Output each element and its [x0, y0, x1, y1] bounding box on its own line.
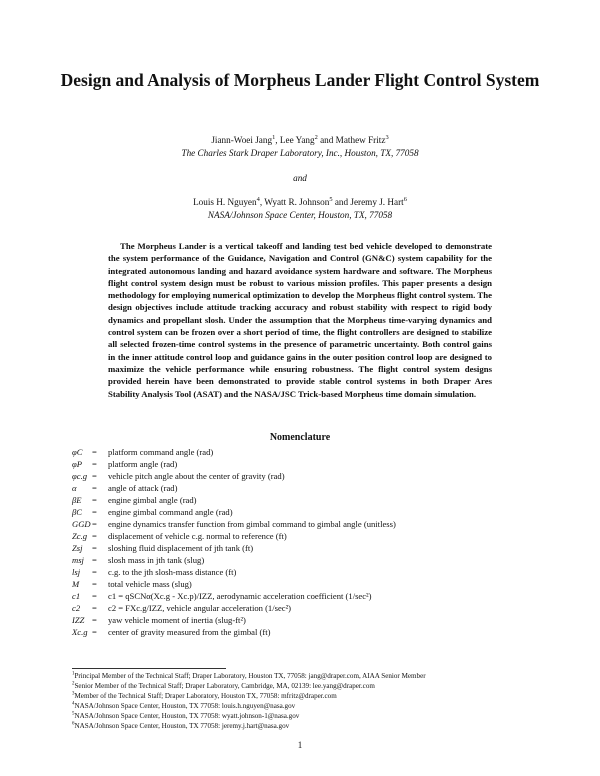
- footnote-number: 4: [72, 701, 75, 707]
- nomenclature-equals: =: [92, 627, 97, 637]
- page-number: 1: [297, 740, 303, 750]
- author-footnote-mark: 6: [403, 195, 407, 203]
- footnote: [72, 711, 542, 721]
- nomenclature-row: [72, 458, 542, 470]
- author-name: Wyatt R. Johnson: [264, 197, 330, 207]
- nomenclature-definition: platform angle (rad): [108, 459, 178, 469]
- author-footnote-mark: 5: [329, 195, 333, 203]
- nomenclature-definition: c1 = qSCNα(Xc.g - Xc.p)/IZZ, aerodynamic acceleration coefficient (1/sec²): [108, 591, 372, 601]
- nomenclature-row: [72, 506, 542, 518]
- nomenclature-equals: =: [92, 483, 97, 493]
- nomenclature-equals: =: [92, 555, 97, 565]
- nomenclature-symbol: φC: [72, 447, 83, 457]
- nomenclature-row: [72, 518, 542, 530]
- author-line-nasa: Louis H. Nguyen$^4$, Wyatt R. Johnson$^5$ and Jeremy J. Hart$^6$: [193, 195, 407, 207]
- nomenclature-equals: =: [92, 531, 97, 541]
- author-footnote-mark: 1: [272, 133, 276, 141]
- nomenclature-row: [72, 554, 542, 566]
- author-name: Jeremy J. Hart: [350, 197, 404, 207]
- nomenclature-equals: =: [92, 579, 97, 589]
- author-line-draper: Jiann-Woei Jang$^1$, Lee Yang$^2$ and Mathew Fritz$^3$: [211, 133, 389, 145]
- author-name: Louis H. Nguyen: [193, 197, 257, 207]
- nomenclature-definition: displacement of vehicle c.g. normal to reference (ft): [108, 531, 287, 541]
- nomenclature-row: [72, 590, 542, 602]
- nomenclature-row: [72, 530, 542, 542]
- nomenclature-symbol: Xc.g: [72, 627, 88, 637]
- nomenclature-definition: c.g. to the jth slosh-mass distance (ft): [108, 567, 237, 577]
- affiliation-draper: The Charles Stark Draper Laboratory, Inc., Houston, TX, 77058: [181, 148, 419, 158]
- nomenclature-definition: yaw vehicle moment of inertia (slug-ft²): [108, 615, 246, 625]
- author-name: Lee Yang: [279, 135, 315, 145]
- paper-title: Design and Analysis of Morpheus Lander Flight Control System: [60, 70, 540, 90]
- nomenclature-equals: =: [92, 615, 97, 625]
- footnote-number: 3: [72, 691, 75, 697]
- footnote-divider: [72, 668, 226, 669]
- nomenclature-definition: sloshing fluid displacement of jth tank (ft): [108, 543, 254, 553]
- footnote: [72, 721, 542, 731]
- nomenclature-row: [72, 602, 542, 614]
- footnote: [72, 701, 542, 711]
- nomenclature-definition: center of gravity measured from the gimbal (ft): [108, 627, 271, 637]
- nomenclature-equals: =: [92, 519, 97, 529]
- nomenclature-row: [72, 542, 542, 554]
- footnote: [72, 681, 542, 691]
- nomenclature-symbol: βC: [72, 507, 83, 517]
- footnote-text: NASA/Johnson Space Center, Houston, TX 77058: jeremy.j.hart@nasa.gov: [74, 722, 290, 730]
- nomenclature-symbol: lsj: [72, 567, 81, 577]
- nomenclature-equals: =: [92, 543, 97, 553]
- nomenclature-symbol: M: [72, 579, 80, 589]
- footnote-text: Member of the Technical Staff; Draper Laboratory, Houston TX, 77058: mfritz@draper.com: [74, 692, 337, 700]
- nomenclature-row: [72, 566, 542, 578]
- nomenclature-definition: c2 = FXc.g/IZZ, vehicle angular acceleration (1/sec²): [108, 603, 292, 613]
- nomenclature-symbol: βE: [72, 495, 82, 505]
- author-footnote-mark: 4: [256, 195, 260, 203]
- nomenclature-row: [72, 494, 542, 506]
- nomenclature-row: [72, 626, 542, 638]
- nomenclature-equals: =: [92, 459, 97, 469]
- footnote-number: 5: [72, 711, 75, 717]
- footnotes: [72, 671, 542, 731]
- footnote-text: NASA/Johnson Space Center, Houston, TX 77058: wyatt.johnson-1@nasa.gov: [74, 712, 300, 720]
- footnote-text: Senior Member of the Technical Staff; Draper Laboratory, Cambridge, MA, 02139: lee.yang@draper.com: [74, 682, 375, 690]
- footnote: [72, 671, 542, 681]
- nomenclature-symbol: IZZ: [72, 615, 85, 625]
- nomenclature-symbol: Zc.g: [72, 531, 88, 541]
- nomenclature-equals: =: [92, 507, 97, 517]
- nomenclature-symbol: c1: [72, 591, 81, 601]
- and-separator: and: [293, 173, 307, 183]
- nomenclature-symbol: GGD: [72, 519, 91, 529]
- footnote-text: NASA/Johnson Space Center, Houston, TX 77058: louis.h.nguyen@nasa.gov: [74, 702, 296, 710]
- footnote-number: 6: [72, 721, 75, 727]
- footnote-text: Principal Member of the Technical Staff; Draper Laboratory, Houston TX, 77058: jang@draper.com, AIAA Senior Member: [74, 672, 426, 680]
- footnote: [72, 691, 542, 701]
- nomenclature-definition: vehicle pitch angle about the center of gravity (rad): [108, 471, 285, 481]
- nomenclature-equals: =: [92, 495, 97, 505]
- nomenclature-row: [72, 446, 542, 458]
- author-name: Jiann-Woei Jang: [211, 135, 273, 145]
- nomenclature-definition: engine dynamics transfer function from gimbal command to gimbal angle (unitless): [108, 519, 396, 529]
- abstract: The Morpheus Lander is a vertical takeoff and landing test bed vehicle developed to demonstrate the system performance of the Guidance, Navigation and Control (GN&C) system capability for the integrated autonomous landing and hazard avoidance system hardware and software. The Morpheus flight control system design must be robust to various mission profiles. This paper presents a design methodology for employing numerical optimization to develop the Morpheus flight control system. The design objectives include attitude tracking accuracy and robust stability with respect to rigid body dynamics and propellant slosh. Under the assumption that the Morpheus time-varying dynamics and control system can be frozen over a short period of time, the flight controllers are designed to stabilize all selected frozen-time control systems in the presence of parametric uncertainty. Both control gains in the inner attitude control loop and guidance gains in the outer position control loop are designed to maximize the vehicle performance while ensuring robustness. The flight control system designs provided herein have been demonstrated to provide stable control systems in both Draper Ares Stability Analysis Tool (ASAT) and the NASA/JSC Trick-based Morpheus time domain simulation.: [108, 241, 492, 399]
- affiliation-nasa: NASA/Johnson Space Center, Houston, TX, 77058: [207, 210, 393, 220]
- author-footnote-mark: 2: [314, 133, 318, 141]
- author-name: Mathew Fritz: [335, 135, 386, 145]
- nomenclature-equals: =: [92, 567, 97, 577]
- nomenclature-heading: Nomenclature: [269, 432, 331, 443]
- footnote-number: 1: [72, 671, 75, 677]
- footnote-number: 2: [72, 681, 75, 687]
- author-footnote-mark: 3: [385, 133, 389, 141]
- nomenclature-symbol: φP: [72, 459, 83, 469]
- nomenclature-definition: slosh mass in jth tank (slug): [108, 555, 205, 565]
- nomenclature-symbol: φc.g: [72, 471, 88, 481]
- nomenclature-definition: angle of attack (rad): [108, 483, 178, 493]
- nomenclature-equals: =: [92, 471, 97, 481]
- nomenclature-equals: =: [92, 591, 97, 601]
- nomenclature-definition: total vehicle mass (slug): [108, 579, 192, 589]
- nomenclature-definition: platform command angle (rad): [108, 447, 214, 457]
- nomenclature-equals: =: [92, 447, 97, 457]
- nomenclature-symbol: α: [72, 483, 77, 493]
- nomenclature-symbol: msj: [72, 555, 84, 565]
- nomenclature-list: [72, 446, 542, 638]
- nomenclature-definition: engine gimbal command angle (rad): [108, 507, 233, 517]
- nomenclature-symbol: Zsj: [72, 543, 83, 553]
- nomenclature-definition: engine gimbal angle (rad): [108, 495, 197, 505]
- nomenclature-equals: =: [92, 603, 97, 613]
- nomenclature-symbol: c2: [72, 603, 81, 613]
- nomenclature-row: [72, 578, 542, 590]
- nomenclature-row: [72, 470, 542, 482]
- nomenclature-row: [72, 482, 542, 494]
- nomenclature-row: [72, 614, 542, 626]
